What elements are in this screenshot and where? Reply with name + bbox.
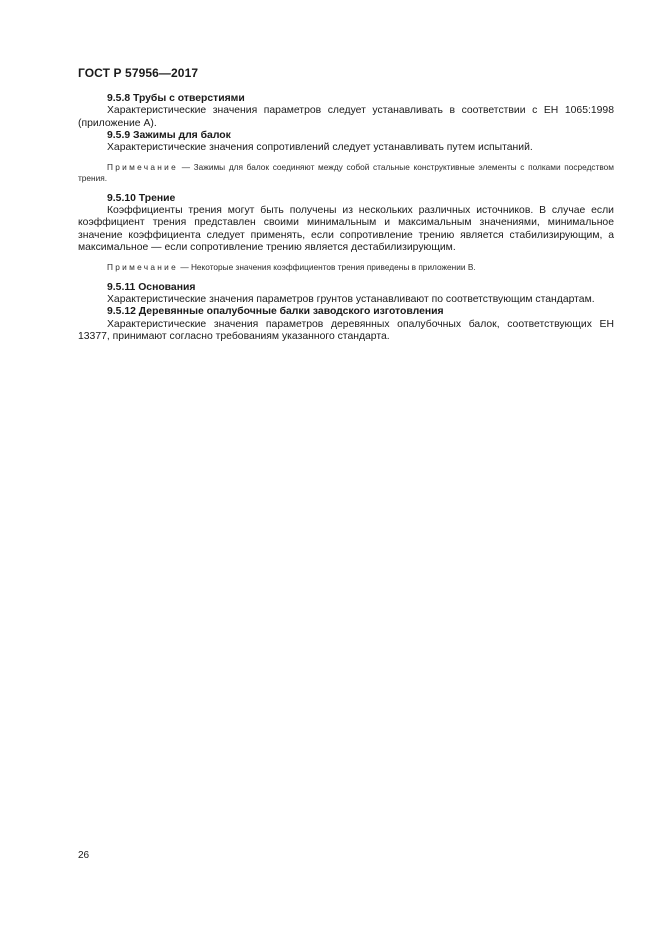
section-9-5-9-heading: 9.5.9 Зажимы для балок [107,129,231,141]
document-body [78,93,614,343]
section-9-5-11-text: Характеристические значения параметров грунтов устанавливают по соответствующим стандартам. [107,294,595,306]
section-9-5-12-heading: 9.5.12 Деревянные опалубочные балки заводского изготовления [107,306,444,318]
page-number: 26 [78,850,90,861]
section-9-5-8-heading: 9.5.8 Трубы с отверстиями [107,93,245,104]
section-9-5-10-heading: 9.5.10 Трение [107,192,176,204]
section-9-5-8-text: Характеристические значения параметров следует устанавливать в соответствии с ЕН 1065:1998 (приложение А). [78,105,614,129]
document-standard-title: ГОСТ Р 57956—2017 [78,66,199,80]
section-9-5-9-text: Характеристические значения сопротивлений следует устанавливать путем испытаний. [107,142,533,154]
note-text: — Зажимы для балок соединяют между собой стальные конструктивные элементы с полками посредством трения. [78,162,614,184]
section-9-5-10-text: Коэффициенты трения могут быть получены из нескольких различных источников. В случае если коэффициент трения представлен своими минимальным и максимальным значениями, минимальное значение коэффициента следует применять, если сопротивление трению является стабилизирующим, а максимальное — если сопротивление трению является дестабилизирующим. [78,204,614,253]
note-label: Примечание [107,262,179,273]
section-9-5-12-text: Характеристические значения параметров деревянных опалубочных балок, соответствующих ЕН 13377, принимают согласно требованиям указанного стандарта. [78,318,614,342]
note-label: Примечание [107,162,179,173]
note-text: — Некоторые значения коэффициентов трения приведены в приложении В. [178,262,476,273]
note-friction [78,262,614,273]
note-beam-clamps [78,162,614,183]
section-9-5-11-heading: 9.5.11 Основания [107,281,196,293]
